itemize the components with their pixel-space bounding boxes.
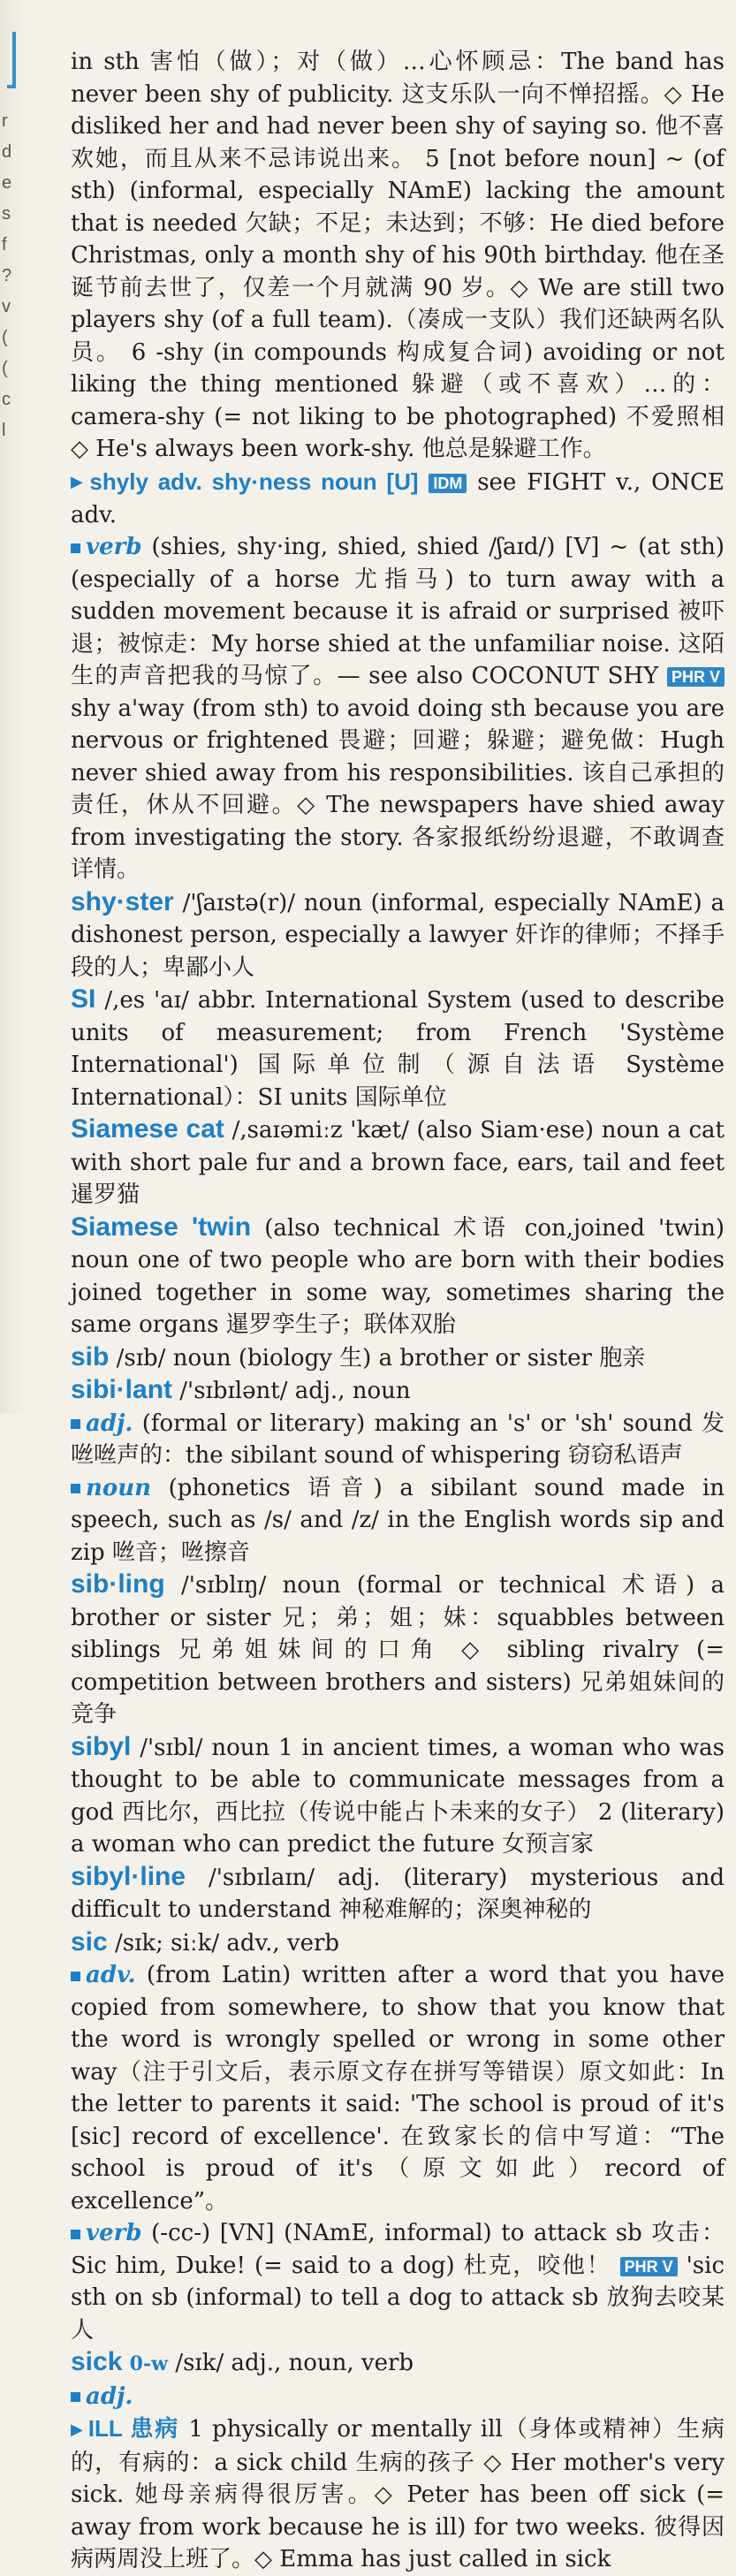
part-of-speech: verb — [86, 2220, 142, 2247]
key-word-icon: 0-w — [129, 2352, 169, 2376]
thumb-index-mark — [7, 32, 16, 88]
entry-sic-adv — [71, 1959, 725, 2217]
entry-text: /'sɪbɪlaɪn/ adj. (literary) mysterious and difficult to understand 神秘难解的；深奥神秘的 — [71, 1864, 725, 1924]
entry-sick — [71, 2346, 725, 2381]
entry-text: (-cc-) [VN] (NAmE, informal) to attack sb 攻击：Sic him, Duke! (= said to a dog) 杜克，咬他！ — [71, 2220, 725, 2279]
phrasal-verb-badge: PHR V — [667, 667, 725, 687]
headword: Siamese cat — [71, 1114, 224, 1144]
headword: sibyl·line — [71, 1861, 186, 1891]
gutter-text: r d e s f ? v ( ( c l — [2, 111, 12, 440]
sense-label: ILL 患病 — [87, 2415, 180, 2443]
entry-shy-continued — [71, 46, 725, 466]
idm-badge: IDM — [429, 474, 467, 493]
entry-siamese-cat — [71, 1113, 725, 1212]
entry-sic — [71, 1926, 725, 1960]
entry-text: /sɪb/ noun (biology 生) a brother or sister 胞亲 — [116, 1344, 646, 1372]
headword: sick — [71, 2347, 123, 2377]
headword: Siamese 'twin — [71, 1212, 252, 1242]
entry-shyly — [71, 466, 725, 532]
entry-sibyl — [71, 1731, 725, 1861]
entry-sib — [71, 1341, 725, 1375]
triangle-icon: ▶ — [71, 2420, 85, 2439]
square-bullet-icon — [71, 1419, 80, 1429]
square-bullet-icon — [71, 2392, 80, 2402]
entry-si — [71, 984, 725, 1113]
square-bullet-icon — [71, 1972, 80, 1981]
entry-sibilant — [71, 1374, 725, 1408]
headword: sib — [71, 1341, 110, 1372]
entry-sick-adj — [71, 2381, 725, 2413]
entry-text: /'sɪblɪŋ/ noun (formal or technical 术语) a brother or sister 兄；弟；姐；妹：squabbles between siblings 兄弟姐妹间的口角 ◇ sibling rivalry (= competition between brothers and sisters) 兄弟姐妹间的竞争 — [71, 1572, 725, 1729]
entry-text: (phonetics 语音) a sibilant sound made in speech, such as /s/ and /z/ in the English words sip and zip 咝音；咝擦音 — [71, 1474, 725, 1566]
entry-text: /'sɪbl/ noun 1 in ancient times, a woman who was thought to be able to communicate messages from a god 西比尔，西比拉（传说中能占卜未来的女子） 2 (literary) a woman who can predict the future 女预言家 — [71, 1734, 725, 1858]
entry-text: /'sɪbɪlənt/ adj., noun — [179, 1378, 411, 1405]
entry-text: see FIGHT v., ONCE adv. — [71, 468, 725, 528]
entry-text: (shies, shy·ing, shied, shied /ʃaɪd/) [V] ~ (at sth) (especially of a horse 尤指马) to turn away with a sudden movement because it is afraid or surprised 被吓退；被惊走：My horse shied at the unfamiliar noise. 这陌生的声音把我的马惊了。— see also COCONUT SHY — [71, 534, 725, 690]
entry-sic-verb — [71, 2217, 725, 2346]
part-of-speech: noun — [86, 1474, 152, 1501]
entry-sibylline — [71, 1861, 725, 1926]
entry-text-2: 'sic sth on sb (informal) to tell a dog to attack sb 放狗去咬某人 — [71, 2252, 725, 2344]
entry-text: (from Latin) written after a word that you have copied from somewhere, to show that you know that the word is wrongly spelled or wrong in some other way（注于引文后，表示原文存在拼写等错误）原文如此：In the letter to parents it said: 'The school is proud of it's [sic] record of excellence'. 在致家长的信中写道：“The school is proud of it's（原文如此）record of excellence”。 — [71, 1962, 725, 2215]
headword: sibyl — [71, 1731, 132, 1761]
entry-sick-ill — [71, 2413, 725, 2575]
entry-siamese-twin — [71, 1212, 725, 1341]
entry-text: 1 physically or mentally ill（身体或精神）生病的，有病的：a sick child 生病的孩子 ◇ Her mother's very sick. 她母亲病得很厉害。◇ Peter has been off sick (= away from work because he is ill) for two weeks. 彼得因病两周没上班了。◇ Emma has just called in sick — [71, 2416, 725, 2572]
entry-shy-verb — [71, 531, 725, 886]
entry-text: /sɪk; siːk/ adv., verb — [114, 1929, 340, 1957]
dictionary-column — [71, 46, 725, 2576]
triangle-icon: ▶ — [71, 473, 87, 492]
headword: shy·ster — [71, 886, 174, 916]
derivatives: shyly adv. shy·ness noun [U] — [89, 467, 419, 495]
entry-sibilant-adj — [71, 1408, 725, 1472]
headword: SI — [71, 984, 96, 1014]
entry-text: (formal or literary) making an 's' or 'sh' sound 发咝咝声的：the sibilant sound of whispering 窃窃私语声 — [71, 1410, 725, 1470]
part-of-speech: verb — [86, 534, 142, 561]
headword: sib·ling — [71, 1569, 165, 1600]
entry-text-2: shy a'way (from sth) to avoid doing sth because you are nervous or frightened 畏避；回避；躲避；避免做：Hugh never shied away from his responsibilities. 该自己承担的责任，休从不回避。◇ The newspapers have shied away from investigating the story. 各家报纸纷纷退避，不敢调查详情。 — [71, 695, 725, 884]
entry-text: /'ʃaɪstə(r)/ noun (informal, especially NAmE) a dishonest person, especially a lawyer 奸诈的律师；不择手段的人；卑鄙小人 — [71, 889, 725, 981]
entry-text: /,es 'aɪ/ abbr. International System (used to describe units of measurement; from French 'Système International') 国际单位制（源自法语 Système International）：SI units 国际单位 — [71, 987, 725, 1111]
page-gutter — [0, 0, 28, 1414]
entry-text: /,saɪəmiːz 'kæt/ (also Siam·ese) noun a cat with short pale fur and a brown face, ears, tail and feet 暹罗猫 — [71, 1117, 725, 1209]
part-of-speech: adv. — [86, 1962, 136, 1989]
entry-text: (also technical 术语 con,joined 'twin) noun one of two people who are born with their bodies joined together in some way, sometimes sharing the same organs 暹罗孪生子；联体双胎 — [71, 1214, 725, 1339]
headword: sic — [71, 1926, 108, 1957]
entry-sibling — [71, 1569, 725, 1731]
headword: sibi·lant — [71, 1375, 173, 1405]
square-bullet-icon — [71, 1484, 80, 1493]
square-bullet-icon — [71, 543, 80, 553]
phrasal-verb-badge: PHR V — [620, 2257, 678, 2276]
square-bullet-icon — [71, 2230, 80, 2239]
part-of-speech: adj. — [86, 2382, 133, 2410]
entry-shyster — [71, 886, 725, 984]
part-of-speech: adj. — [86, 1410, 133, 1437]
entry-text: in sth 害怕（做）；对（做）…心怀顾忌：The band has never been shy of publicity. 这支乐队一向不惮招摇。◇ He disliked her and had never been shy of saying so. 他不喜欢她，而且从来不忌讳说出来。 5 [not before noun] ~ (of sth) (informal, especially NAmE) lacking the amount that is needed 欠缺；不足；未达到；不够：He died before Christmas, only a month shy of his 90th birthday. 他在圣诞节前去世了，仅差一个月就满 90 岁。◇ We are still two players shy (of a full team).（凑成一支队）我们还缺两名队员。 6 -shy (in compounds 构成复合词) avoiding or not liking the thing mentioned 躲避（或不喜欢）…的：camera-shy (= not liking to be photographed) 不爱照相 ◇ He's always been work-shy. 他总是躲避工作。 — [71, 49, 725, 462]
entry-text: /sɪk/ adj., noun, verb — [175, 2350, 414, 2377]
entry-sibilant-noun — [71, 1472, 725, 1569]
